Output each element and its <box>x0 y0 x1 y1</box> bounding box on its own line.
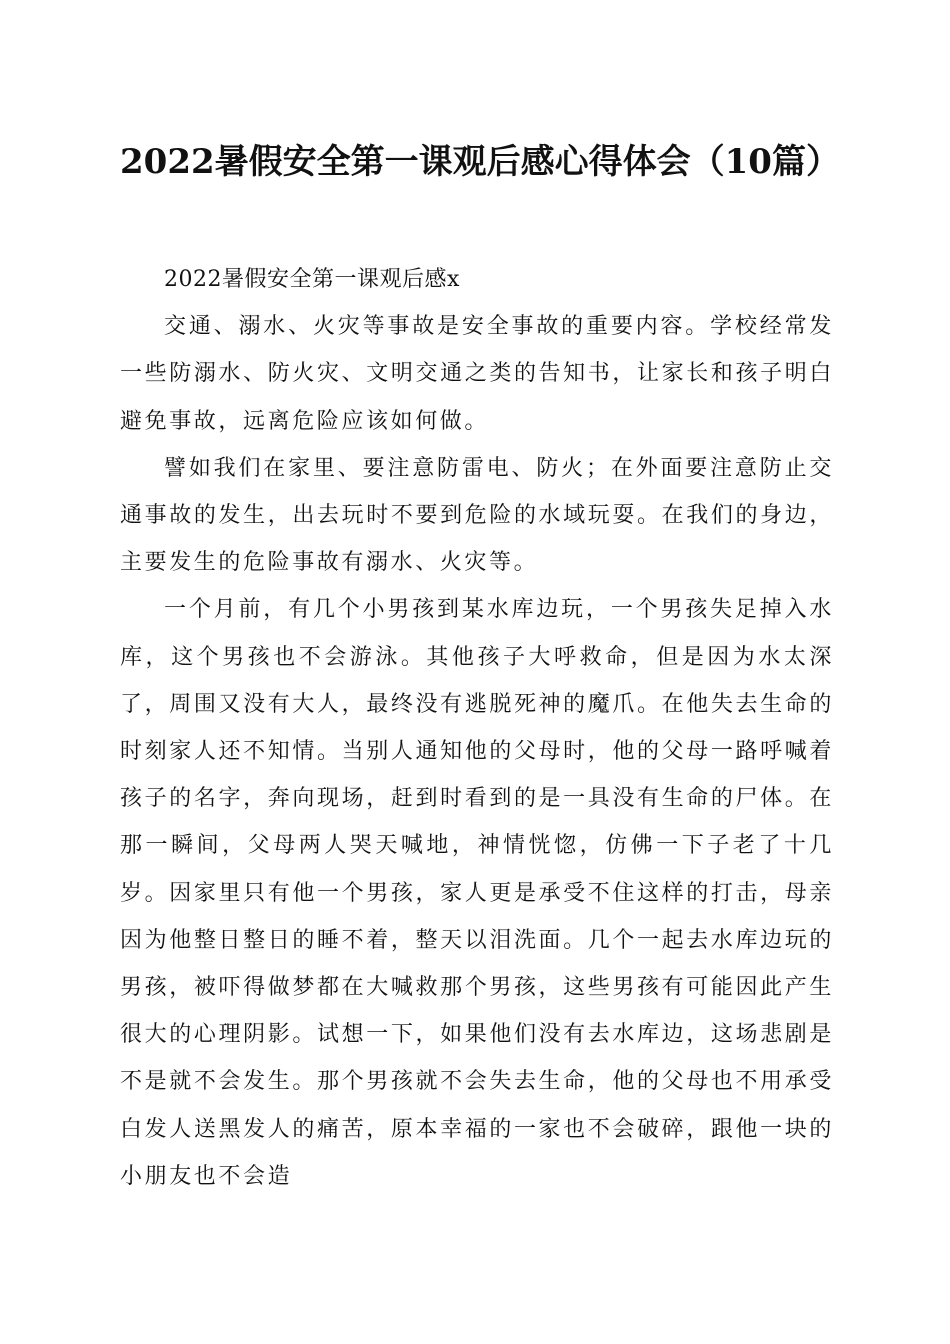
document-subtitle: 2022暑假安全第一课观后感x <box>164 267 460 292</box>
body-paragraph: 一个月前，有几个小男孩到某水库边玩，一个男孩失足掉入水库，这个男孩也不会游泳。其他孩子大呼救命，但是因为水太深了，周围又没有大人，最终没有逃脱死神的魔爪。在他失去生命的时刻家人还不知情。当别人通知他的父母时，他的父母一路呼喊着孩子的名字，奔向现场，赶到时看到的是一具没有生命的尸体。在那一瞬间，父母两人哭天喊地，神情恍惚，仿佛一下子老了十几岁。因家里只有他一个男孩，家人更是承受不住这样的打击，母亲因为他整日整日的睡不着，整天以泪洗面。几个一起去水库边玩的男孩，被吓得做梦都在大喊救那个男孩，这些男孩有可能因此产生很大的心理阴影。试想一下，如果他们没有去水库边，这场悲剧是不是就不会发生。那个男孩就不会失去生命，他的父母也不用承受白发人送黑发人的痛苦，原本幸福的一家也不会破碎，跟他一块的小朋友也不会造 <box>120 597 834 1189</box>
body-paragraph: 譬如我们在家里、要注意防雷电、防火；在外面要注意防止交通事故的发生，出去玩时不要到危险的水域玩耍。在我们的身边，主要发生的危险事故有溺水、火灾等。 <box>120 455 834 576</box>
body-paragraph: 交通、溺水、火灾等事故是安全事故的重要内容。学校经常发一些防溺水、防火灾、文明交通之类的告知书，让家长和孩子明白避免事故，远离危险应该如何做。 <box>120 314 834 434</box>
document-body <box>120 256 834 1200</box>
document-title: 2022暑假安全第一课观后感心得体会（10篇） <box>120 142 840 182</box>
